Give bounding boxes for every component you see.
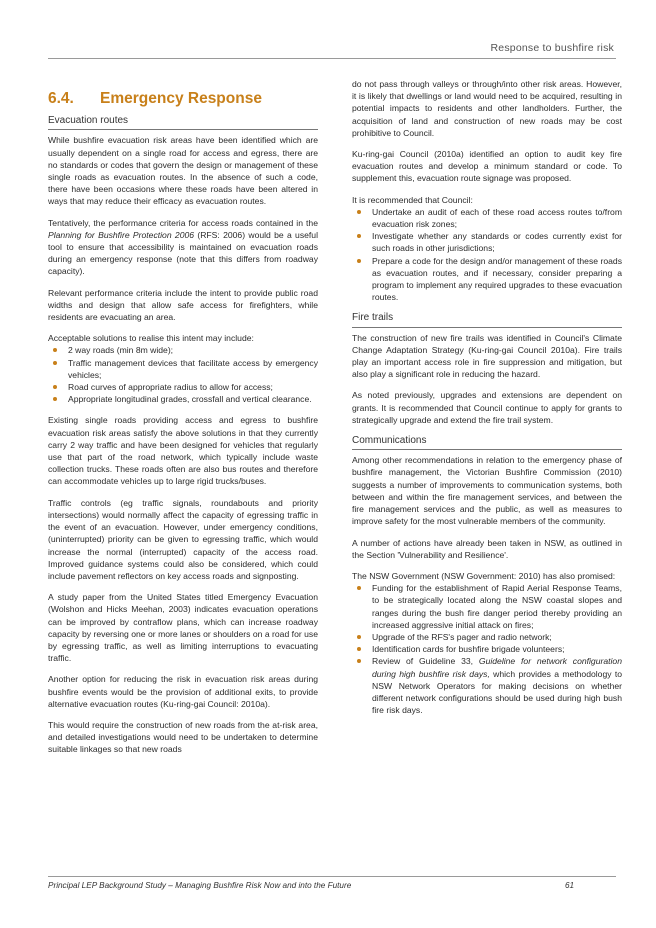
list-item xyxy=(372,655,622,716)
paragraph: The NSW Government (NSW Government: 2010) has also promised: xyxy=(352,570,616,581)
list-item: Appropriate longitudinal grades, crossfall and vertical clearance. xyxy=(68,393,318,405)
section-heading xyxy=(48,90,318,107)
right-column xyxy=(352,78,622,725)
paragraph: As noted previously, upgrades and extensions are dependent on grants. It is recommended that Council continue to apply for grants to strategically upgrade and extend the fire trail system. xyxy=(352,390,622,425)
section-number: 6.4. xyxy=(48,90,74,107)
acceptable-solutions-list xyxy=(48,344,318,405)
subheading-fire-trails: Fire trails xyxy=(352,312,622,327)
list-item: Investigate whether any standards or codes currently exist for such roads in other jurisdictions; xyxy=(372,231,622,254)
paragraph: Among other recommendations in relation to the emergency phase of bushfire management, the Victorian Bushfire Commission (2010) suggests a number of improvements to communication systems, both between and within the fire management services, and between the fire management services and the public, as well as measures to improve safety for the most vulnerable members of the community. xyxy=(352,455,622,527)
paragraph: While bushfire evacuation risk areas have been identified which are usually dependent on a single road for access and egress, there are no standards or codes that govern the design or management of these single roads as evacuation routes. In the absence of such a code, there have been occasions where these roads have been altered in ways that may reduce their efficacy as evacuation routes. xyxy=(48,135,318,207)
paragraph: Existing single roads providing access and egress to bushfire evacuation risk areas satisfy the above solutions in that they currently carry 2 way traffic and have been designed for vehicles that regularly use that part of the road network, which typically include waste collection trucks. These roads often are also bus routes and therefore can accommodate vehicles up to large rigid trucks/buses. xyxy=(48,415,318,487)
list-item: Identification cards for bushfire brigade volunteers; xyxy=(372,643,622,655)
publication-title: Planning for Bushfire Protection 2006 xyxy=(48,229,195,240)
paragraph: It is recommended that Council: xyxy=(352,194,473,205)
list-item: Road curves of appropriate radius to allow for access; xyxy=(68,381,318,393)
running-header: Response to bushfire risk xyxy=(490,42,614,54)
government-promises-list xyxy=(352,582,622,716)
paragraph: do not pass through valleys or through/into other risk areas. However, it is likely that dwellings or land would need to be acquired, resulting in potential impacts to residents and other landholders. Further, the acquisition of land and construction of new roads may be cost prohibitive to Council. xyxy=(352,79,622,138)
list-item: Upgrade of the RFS's pager and radio network; xyxy=(372,631,622,643)
list-item: Prepare a code for the design and/or management of these roads as evacuation routes, and if necessary, consider preparing a program to implement any required upgrades to these evacuation routes. xyxy=(372,255,622,303)
footer-title: Principal LEP Background Study – Managing Bushfire Risk Now and into the Future xyxy=(48,881,352,890)
left-column xyxy=(48,80,318,765)
text-run: Tentatively, the performance criteria for access roads contained in the xyxy=(48,217,318,228)
paragraph: A number of actions have already been taken in NSW, as outlined in the Section 'Vulnerability and Resilience'. xyxy=(352,537,622,560)
guideline-title: Guideline for network configuration during high bushfire risk days, xyxy=(372,656,622,679)
text-run: which provides a methodology to NSW Network Operators for making decisions on whether different network configurations should be used during high bush fire risk days. xyxy=(372,668,623,716)
paragraph: Acceptable solutions to realise this intent may include: xyxy=(48,333,254,344)
page-number: 61 xyxy=(565,881,575,890)
paragraph: This would require the construction of new roads from the at-risk area, and detailed investigations would need to be undertaken to determine suitable linkages so that new roads xyxy=(48,719,318,755)
section-title: Emergency Response xyxy=(100,90,262,107)
paragraph: Ku-ring-gai Council (2010a) identified an option to audit key fire evacuation routes and develop a minimum standard or code. To supplement this, evacuation route signage was proposed. xyxy=(352,149,622,184)
list-item: Funding for the establishment of Rapid Aerial Response Teams, to be strategically located along the NSW coastal slopes and ranges during the bush fire danger period thereby providing an increased aggressive initial attack on fires; xyxy=(372,583,622,630)
recommendations-list xyxy=(352,206,622,304)
paragraph xyxy=(48,217,318,278)
text-run: (RFS: 2006) would be a useful tool to ensure that accessibility is maintained on evacuation roads during an emergency response (note that this differs from roadway capacity). xyxy=(48,229,318,277)
paragraph: Another option for reducing the risk in evacuation risk areas during bushfire events would be the provision of additional exits, to provide alternative evacuation routes (Ku-ring-gai Council: 2010a). xyxy=(48,674,318,709)
header-divider xyxy=(48,58,616,59)
text-run: Review of Guideline 33, xyxy=(372,656,479,667)
list-item: Traffic management devices that facilitate access by emergency vehicles; xyxy=(68,357,318,380)
subheading-evacuation-routes: Evacuation routes xyxy=(48,115,318,130)
footer-divider xyxy=(48,876,616,877)
list-item: 2 way roads (min 8m wide); xyxy=(68,344,318,356)
paragraph: Traffic controls (eg traffic signals, roundabouts and priority intersections) would normally affect the capacity of egressing traffic in the event of an evacuation. However, under emergency conditions, (uninterrupted) priority can be given to egressing traffic, which would increase the normal (interrupted) capacity of the access road. Improved guidance systems could also be considered, which could include pavement reflectors on key access roads and signposting. xyxy=(48,497,318,581)
paragraph: Relevant performance criteria include the intent to provide public road widths and design that allow safe access for firefighters, while residents are evacuating an area. xyxy=(48,287,318,323)
list-item: Undertake an audit of each of these road access routes to/from evacuation risk zones; xyxy=(372,206,622,230)
paragraph: A study paper from the United States titled Emergency Evacuation (Wolshon and Hicks Meehan, 2003) indicates evacuation operations can be improved by contraflow plans, which can increase roadway capacity by reversing one or more lanes or shoulders on a road for use by egressing traffic, as well as limiting interruptions to evacuating traffic. xyxy=(48,592,318,664)
paragraph: The construction of new fire trails was identified in Council's Climate Change Adaptation Strategy (Ku-ring-gai Council 2010a). Fire trails play an important access role in fire suppression and mitigation, but also play a significant role in reducing the hazard. xyxy=(352,332,622,380)
subheading-communications: Communications xyxy=(352,435,622,450)
